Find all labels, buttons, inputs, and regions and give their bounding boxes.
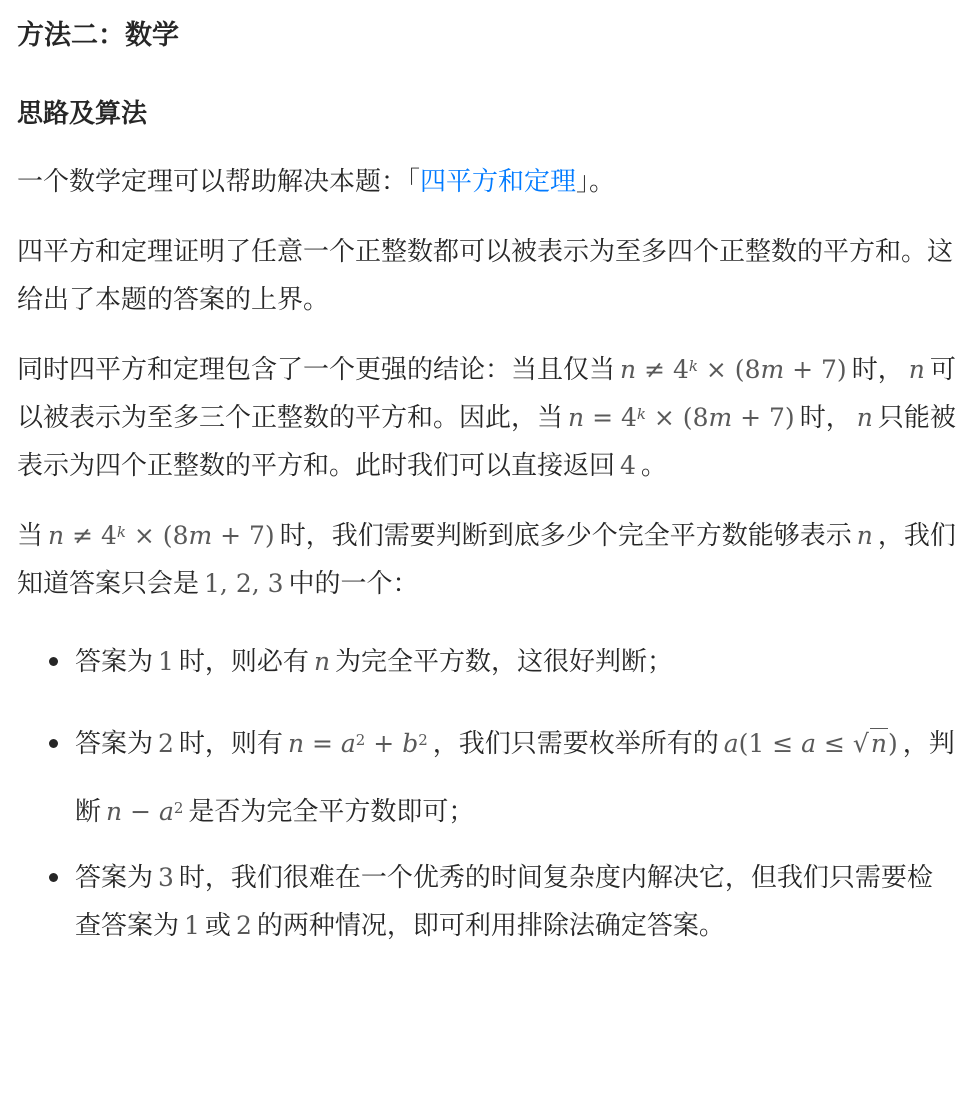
- list-item: [75, 710, 957, 846]
- text: ，判断: [75, 729, 955, 827]
- formula-n: n: [908, 355, 925, 384]
- section-heading: 方法二：数学: [17, 20, 179, 51]
- formula-four: 4: [620, 451, 636, 480]
- formula-n-minus-a-squared: $n - a^2$: [106, 797, 184, 826]
- paragraph-answer-range: [17, 512, 957, 608]
- text: 或: [204, 911, 231, 941]
- text: 为完全平方数，这很好判断；: [335, 647, 674, 677]
- text: 可以被表示为至多三个正整数的平方和。因此，当: [17, 355, 956, 433]
- formula-answer-number: 3: [158, 863, 174, 892]
- text: 答案为: [75, 647, 154, 677]
- intro-text: 一个数学定理可以帮助解决本题：「: [17, 167, 421, 197]
- text: 同时四平方和定理包含了一个更强的结论：当且仅当: [17, 355, 616, 385]
- text: 答案为: [75, 863, 154, 893]
- text: 时，我们很难在一个优秀的时间复杂度内解决它，但我们只需要检查答案为: [75, 863, 933, 941]
- text: 时，: [851, 355, 904, 385]
- list-item: [75, 638, 957, 686]
- text: 时，则必有: [178, 647, 309, 677]
- formula-answers: 1, 2, 3: [204, 569, 284, 598]
- paragraph-stronger-conclusion: [17, 346, 957, 490]
- text: ，我们只需要枚举所有的: [432, 729, 719, 759]
- text: 时，: [799, 403, 852, 433]
- answer-cases-list: [17, 638, 957, 950]
- text: 中的一个：: [288, 569, 419, 599]
- paragraph-upper-bound: 四平方和定理证明了任意一个正整数都可以被表示为至多四个正整数的平方和。这给出了本题的答案的上界。: [17, 237, 954, 315]
- text: 的两种情况，即可利用排除法确定答案。: [256, 911, 725, 941]
- text: 时，我们需要判断到底多少个完全平方数能够表示: [279, 521, 852, 551]
- intro-text-end: 」。: [576, 167, 616, 197]
- text: 当: [17, 521, 44, 551]
- formula-n-neq: $n \ne 4^k \times (8m + 7)$: [620, 355, 847, 384]
- section-subheading: 思路及算法: [17, 99, 148, 129]
- formula-n: n: [856, 521, 873, 550]
- formula-answer-number: 1: [158, 647, 174, 676]
- formula-a-range: a(1 ≤ a ≤ √n): [723, 729, 898, 758]
- formula-n: n: [313, 647, 331, 676]
- formula-n-neq: $n \ne 4^k \times (8m + 7)$: [48, 521, 275, 550]
- formula-one: 1: [184, 911, 200, 940]
- formula-answer-number: 2: [158, 729, 174, 758]
- text: 。: [640, 451, 667, 481]
- text: 答案为: [75, 729, 154, 759]
- formula-n-eq-sum-squares: $n = a^2 + b^2$: [287, 729, 428, 758]
- formula-n-eq: $n = 4^k \times (8m + 7)$: [568, 403, 795, 432]
- list-item: [75, 854, 957, 950]
- text: ，我们知道答案只会是: [17, 521, 956, 599]
- paragraph-intro: [17, 158, 957, 206]
- formula-n: n: [856, 403, 873, 432]
- text: 是否为完全平方数即可；: [188, 797, 475, 827]
- formula-two: 2: [235, 911, 252, 940]
- four-square-theorem-link[interactable]: 四平方和定理: [420, 167, 577, 197]
- text: 只能被表示为四个正整数的平方和。此时我们可以直接返回: [17, 403, 956, 481]
- text: 时，则有: [178, 729, 283, 759]
